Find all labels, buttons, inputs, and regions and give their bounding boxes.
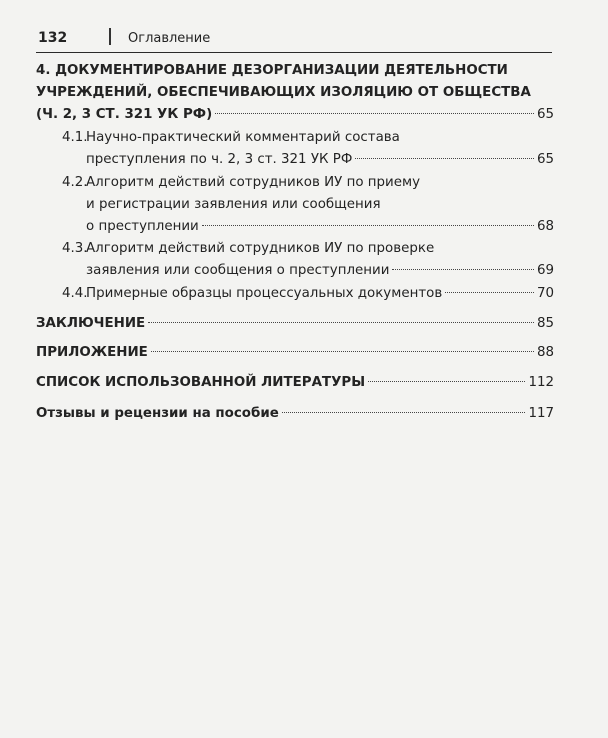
section-number: 4.2.	[62, 175, 88, 190]
toc-entry-line: заявления или сообщения о преступлении	[86, 263, 390, 278]
toc-entry-line: Примерные образцы процессуальных документов	[86, 286, 443, 301]
toc-entry-leader-line	[86, 283, 554, 305]
toc-page-number: 65	[536, 107, 554, 122]
section-number: 4.3.	[62, 241, 88, 256]
dot-leader	[368, 381, 525, 382]
toc-entry-line: преступления по ч. 2, 3 ст. 321 УК РФ	[86, 152, 353, 167]
page-number: 132	[38, 30, 68, 46]
dot-leader	[445, 292, 534, 293]
dot-leader	[282, 412, 526, 413]
toc-entry-leader-line	[36, 403, 554, 425]
toc-page-number: 85	[536, 316, 554, 331]
toc-entry-leader-line	[36, 104, 554, 126]
toc-page-number: 117	[528, 406, 554, 421]
toc-entry-leader-line	[36, 342, 554, 364]
toc-page-number: 70	[536, 286, 554, 301]
toc-entry-section-4-4	[62, 283, 554, 305]
toc-entry-section-4-3	[62, 238, 554, 282]
section-number: 4.4.	[62, 286, 88, 301]
toc-entry-appendix	[36, 342, 554, 364]
running-title: Оглавление	[128, 31, 211, 46]
dot-leader	[355, 158, 534, 159]
page-header	[36, 26, 552, 53]
toc-entry-line: Отзывы и рецензии на пособие	[36, 406, 279, 421]
toc-entry-section-4-2	[62, 172, 554, 238]
toc-entry-line: и регистрации заявления или сообщения	[86, 197, 381, 212]
toc-page-number: 112	[528, 375, 554, 390]
toc-entry-line: Научно-практический комментарий состава	[86, 130, 400, 145]
toc-entry-line: (Ч. 2, 3 СТ. 321 УК РФ)	[36, 107, 213, 122]
header-separator	[109, 28, 111, 45]
toc-entry-leader-line	[86, 216, 554, 238]
toc-page-number: 68	[536, 219, 554, 234]
toc-entry-reviews	[36, 403, 554, 425]
toc-entry-conclusion	[36, 313, 554, 335]
dot-leader	[392, 269, 534, 270]
toc-entry-leader-line	[86, 149, 554, 171]
toc-entry-line: ПРИЛОЖЕНИЕ	[36, 345, 148, 360]
toc-entry-chapter-4	[36, 60, 554, 126]
toc-entry-line: ЗАКЛЮЧЕНИЕ	[36, 316, 146, 331]
section-number: 4.1.	[62, 130, 88, 145]
toc-entry-line: СПИСОК ИСПОЛЬЗОВАННОЙ ЛИТЕРАТУРЫ	[36, 375, 366, 390]
dot-leader	[148, 322, 534, 323]
toc-entry-section-4-1	[62, 127, 554, 171]
toc-entry-line: о преступлении	[86, 219, 199, 234]
toc-entry-leader-line	[36, 313, 554, 335]
toc-entry-line: Алгоритм действий сотрудников ИУ по проверке	[86, 241, 435, 256]
toc-entry-line: 4. ДОКУМЕНТИРОВАНИЕ ДЕЗОРГАНИЗАЦИИ ДЕЯТЕЛЬНОСТИ	[36, 63, 508, 78]
dot-leader	[202, 225, 534, 226]
toc-entry-leader-line	[36, 372, 554, 394]
toc-entry-leader-line	[86, 260, 554, 282]
dot-leader	[215, 113, 534, 114]
toc-page-number: 88	[536, 345, 554, 360]
toc-page-number: 65	[536, 152, 554, 167]
toc-entry-line: УЧРЕЖДЕНИЙ, ОБЕСПЕЧИВАЮЩИХ ИЗОЛЯЦИЮ ОТ ОБЩЕСТВА	[36, 85, 531, 100]
dot-leader	[151, 351, 534, 352]
toc-entry-references	[36, 372, 554, 394]
toc-page-number: 69	[536, 263, 554, 278]
toc-entry-line: Алгоритм действий сотрудников ИУ по приему	[86, 175, 421, 190]
